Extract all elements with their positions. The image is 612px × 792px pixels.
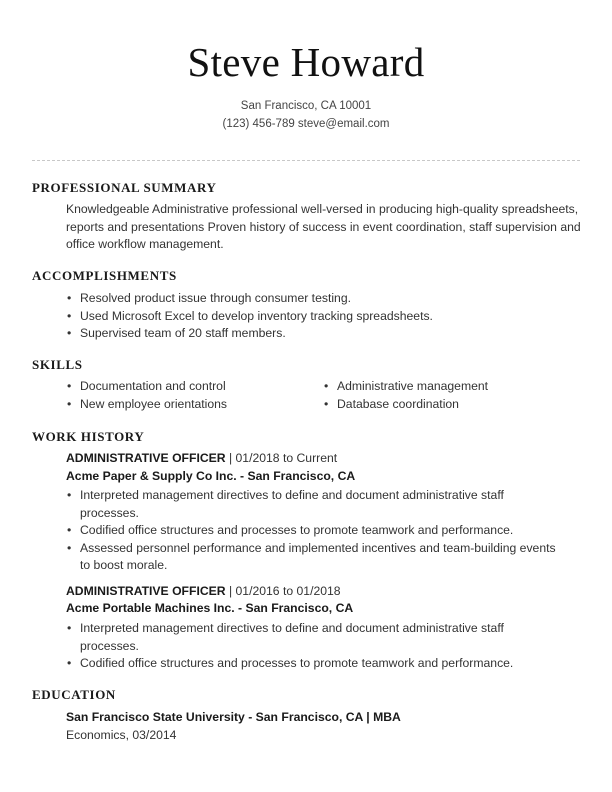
job-1-company: Acme Paper & Supply Co Inc. - San Francisco, CA [66, 469, 356, 483]
education-school: San Francisco State University - San Francisco, CA | MBA [66, 710, 401, 724]
accomplishments-list [66, 290, 586, 343]
job-2-bullets [66, 620, 566, 673]
education-detail: Economics, 03/2014 [66, 728, 177, 742]
skills-list-left [66, 378, 316, 413]
contact-phone-email: (123) 456-789 steve@email.com [222, 118, 390, 130]
list-item: • Documentation and control [66, 378, 316, 396]
job-dates: 01/2018 to Current [235, 451, 338, 465]
job-2-title-line [66, 583, 341, 601]
skills-list-right [323, 378, 583, 413]
section-title-skills: SKILLS [32, 357, 83, 372]
section-title-work-history: WORK HISTORY [32, 429, 145, 444]
job-2-company: Acme Portable Machines Inc. - San Francisco, CA [66, 601, 354, 615]
job-separator: | [225, 584, 236, 598]
candidate-name: Steve Howard [187, 39, 425, 85]
list-item: • New employee orientations [66, 396, 316, 414]
list-item: • Interpreted management directives to define and document administrative staff processes. [66, 620, 566, 655]
header-divider [32, 160, 580, 161]
section-title-summary: PROFESSIONAL SUMMARY [32, 180, 217, 195]
list-item: • Database coordination [323, 396, 583, 414]
job-position: ADMINISTRATIVE OFFICER [66, 584, 226, 598]
job-1-bullets [66, 487, 566, 575]
list-item: • Administrative management [323, 378, 583, 396]
job-position: ADMINISTRATIVE OFFICER [66, 451, 226, 465]
list-item: • Codified office structures and processes to promote teamwork and performance. [66, 655, 566, 673]
job-separator: | [225, 451, 236, 465]
list-item: • Assessed personnel performance and implemented incentives and team-building events to boost morale. [66, 540, 566, 575]
list-item: • Interpreted management directives to define and document administrative staff processes. [66, 487, 566, 522]
summary-text: Knowledgeable Administrative professional well-versed in producing high-quality spreadsheets, reports and presentations Proven history of success in event coordination, staff supervision and office workflow management. [66, 202, 581, 251]
section-title-education: EDUCATION [32, 687, 116, 702]
list-item: • Supervised team of 20 staff members. [66, 325, 586, 343]
list-item: • Used Microsoft Excel to develop inventory tracking spreadsheets. [66, 308, 586, 326]
list-item: • Codified office structures and processes to promote teamwork and performance. [66, 522, 566, 540]
job-dates: 01/2016 to 01/2018 [235, 584, 341, 598]
job-1-title-line [66, 450, 337, 468]
contact-address: San Francisco, CA 10001 [240, 100, 372, 112]
list-item: • Resolved product issue through consumer testing. [66, 290, 586, 308]
section-title-accomplishments: ACCOMPLISHMENTS [32, 268, 177, 283]
